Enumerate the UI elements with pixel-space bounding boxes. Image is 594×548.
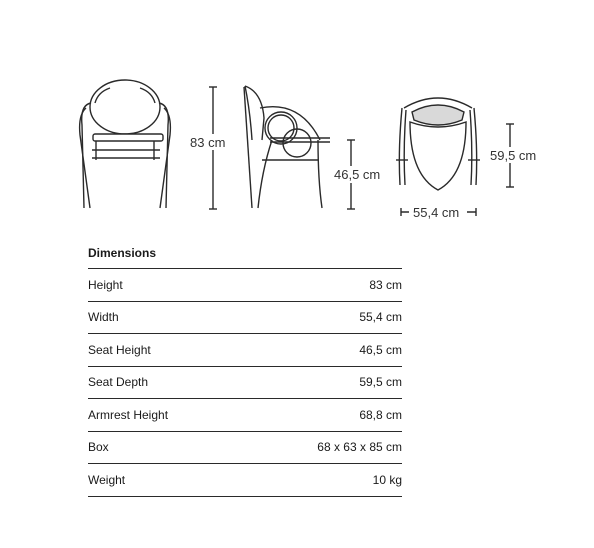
spec-label: Height — [88, 277, 123, 292]
spec-label: Box — [88, 440, 109, 455]
spec-value: 68,8 cm — [359, 407, 402, 422]
spec-value: 46,5 cm — [359, 342, 402, 357]
seat-height-dimension-label: 46,5 cm — [334, 167, 381, 182]
spec-label: Weight — [88, 472, 126, 487]
spec-row-armrest-height — [88, 399, 402, 432]
front-view-drawing — [80, 80, 171, 208]
side-view-drawing — [244, 86, 330, 208]
depth-dimension-label: 59,5 cm — [490, 148, 537, 163]
spec-value: 10 kg — [372, 472, 402, 487]
spec-value: 59,5 cm — [359, 375, 402, 390]
spec-row-box — [88, 432, 402, 465]
spec-row-seat-height — [88, 334, 402, 367]
spec-value: 55,4 cm — [359, 310, 402, 325]
spec-row-height — [88, 269, 402, 302]
dimensions-title: Dimensions — [88, 244, 402, 269]
spec-value: 83 cm — [369, 277, 402, 292]
spec-label: Armrest Height — [88, 407, 169, 422]
spec-row-width — [88, 302, 402, 335]
spec-label: Width — [88, 310, 119, 325]
top-view-drawing — [396, 98, 480, 190]
chair-dimension-drawings — [0, 0, 594, 240]
spec-row-seat-depth — [88, 367, 402, 400]
spec-value: 68 x 63 x 85 cm — [317, 440, 402, 455]
spec-label: Seat Depth — [88, 375, 149, 390]
spec-label: Seat Height — [88, 342, 151, 357]
dimensions-table — [88, 244, 402, 497]
width-dimension-label: 55,4 cm — [413, 205, 460, 220]
height-dimension-label: 83 cm — [190, 135, 226, 150]
spec-row-weight — [88, 464, 402, 497]
